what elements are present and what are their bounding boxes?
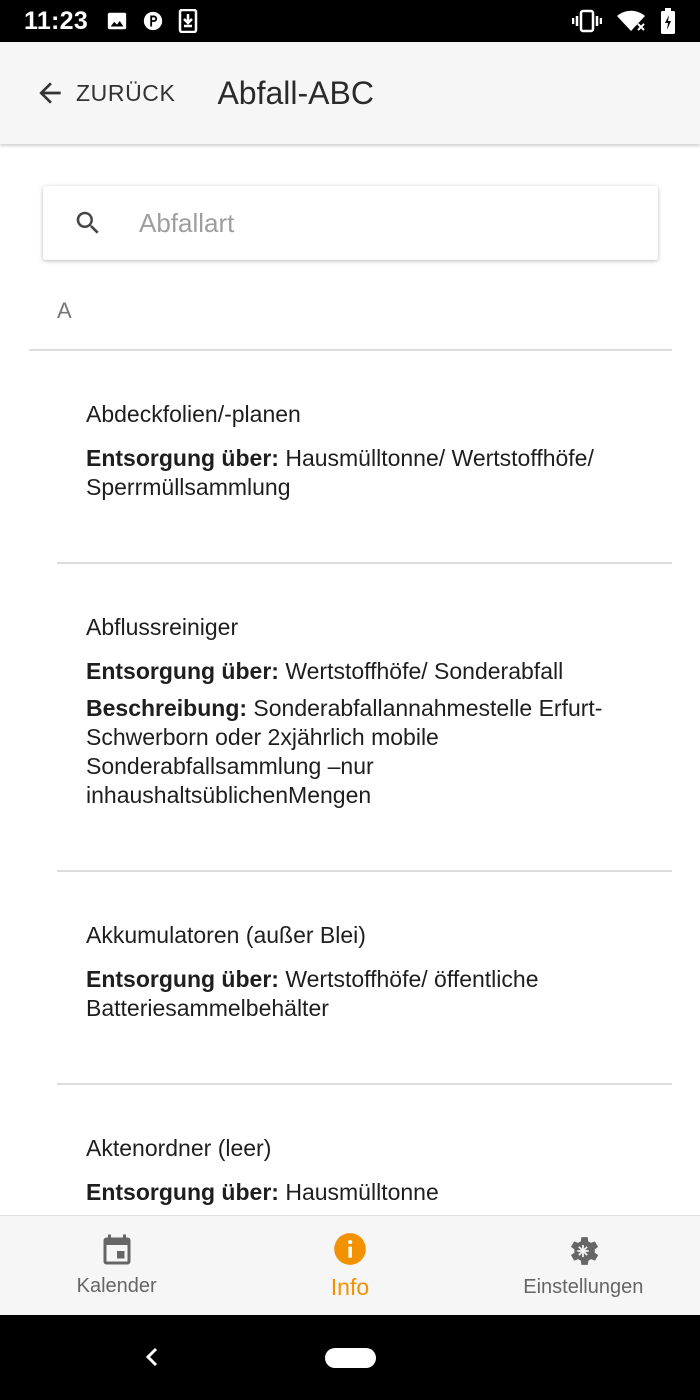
section-letter: A <box>57 298 72 323</box>
image-icon <box>106 10 128 32</box>
disposal-value: Wertstoffhöfe/ öffentliche Batteriesammelbehälter <box>86 966 539 1021</box>
disposal-label: Entsorgung über: <box>86 966 279 992</box>
list-item[interactable] <box>57 564 672 872</box>
arrow-left-icon <box>34 77 66 109</box>
info-icon <box>331 1230 369 1268</box>
calendar-icon <box>99 1233 135 1269</box>
disposal-value: Hausmülltonne <box>278 1179 439 1205</box>
item-title: Abflussreiniger <box>86 614 239 640</box>
back-label: ZURÜCK <box>76 79 176 106</box>
item-disposal <box>86 657 626 686</box>
system-nav-bar <box>0 1315 700 1400</box>
nav-label: Kalender <box>76 1275 157 1297</box>
page-title: Abfall-ABC <box>217 74 374 111</box>
wifi-icon <box>616 9 646 33</box>
parking-icon <box>142 10 164 32</box>
item-disposal <box>86 444 626 502</box>
nav-label: Info <box>330 1274 370 1300</box>
item-description <box>86 694 626 810</box>
vibrate-icon <box>572 9 602 33</box>
battery-icon <box>660 8 676 34</box>
system-back-icon[interactable] <box>142 1345 162 1374</box>
list-item[interactable] <box>57 1085 672 1215</box>
nav-item-kalender[interactable] <box>0 1216 233 1315</box>
nav-item-einstellungen[interactable] <box>467 1216 700 1315</box>
bottom-nav <box>0 1215 700 1315</box>
item-title: Aktenordner (leer) <box>86 1135 272 1161</box>
disposal-value: Hausmülltonne/ Wertstoffhöfe/ Sperrmüllsammlung <box>86 445 594 500</box>
status-left-icons <box>106 9 198 33</box>
status-bar <box>0 0 700 42</box>
disposal-label: Entsorgung über: <box>86 1179 279 1205</box>
disposal-value: Wertstoffhöfe/ Sonderabfall <box>278 658 564 684</box>
list-item[interactable] <box>57 351 672 564</box>
download-icon <box>178 9 198 33</box>
nav-item-info[interactable] <box>233 1216 466 1315</box>
description-label: Beschreibung: <box>86 695 248 721</box>
search-box[interactable] <box>43 186 658 260</box>
waste-list[interactable] <box>57 351 672 1215</box>
item-title: Akkumulatoren (außer Blei) <box>86 922 366 948</box>
list-item[interactable] <box>57 872 672 1085</box>
system-home-pill[interactable] <box>325 1348 376 1368</box>
item-disposal <box>86 965 626 1023</box>
search-input[interactable] <box>139 208 619 239</box>
back-button[interactable] <box>34 63 175 123</box>
item-title: Abdeckfolien/-planen <box>86 401 301 427</box>
status-right-icons <box>572 8 676 34</box>
nav-label: Einstellungen <box>523 1276 644 1298</box>
search-icon <box>73 208 103 238</box>
disposal-label: Entsorgung über: <box>86 658 279 684</box>
app-bar <box>0 42 700 144</box>
item-disposal <box>86 1178 626 1207</box>
disposal-label: Entsorgung über: <box>86 445 279 471</box>
gear-icon <box>564 1232 602 1270</box>
description-value: Sonderabfallannahmestelle Erfurt-Schwerborn oder 2xjährlich mobile Sonderabfallsammlung –nur inhaushaltsüblichenMengen <box>86 695 603 808</box>
status-time: 11:23 <box>24 6 89 35</box>
